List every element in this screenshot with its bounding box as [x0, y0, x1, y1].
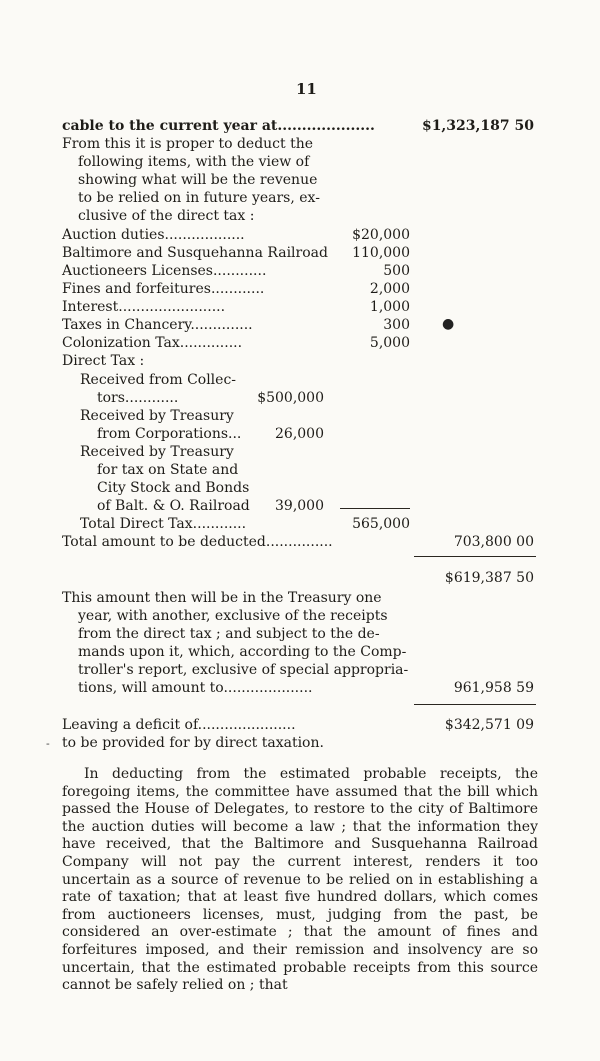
treasury-line: from the direct tax ; and subject to the de-	[78, 626, 380, 642]
item-label: Auctioneers Licenses............	[62, 263, 267, 279]
item-amount: $20,000	[352, 227, 410, 243]
carried-line: cable to the current year at....................	[62, 118, 375, 134]
item-amount: 1,000	[369, 299, 410, 315]
deduct-line: clusive of the direct tax :	[78, 208, 255, 224]
deficit-provided: to be provided for by direct taxation.	[62, 735, 324, 751]
deduct-line: From this it is proper to deduct the	[62, 136, 314, 152]
item-label: Taxes in Chancery..............	[62, 317, 253, 333]
item-label: Interest........................	[62, 299, 226, 315]
deficit-rule	[414, 704, 536, 705]
deduct-line: to be relied on in future years, ex-	[78, 190, 320, 206]
treasury-line: mands upon it, which, according to the Comp-	[78, 644, 407, 660]
treasury-line: troller's report, exclusive of special appropria-	[78, 662, 409, 678]
direct-tax-heading: Direct Tax :	[62, 353, 145, 369]
direct-tax-line: from Corporations...	[97, 426, 242, 442]
direct-tax-total-amount: 565,000	[352, 516, 410, 532]
item-amount: 5,000	[369, 335, 410, 351]
subtotal-rule	[340, 508, 410, 509]
deficit-amount: $342,571 09	[444, 717, 534, 733]
direct-tax-amount: 26,000	[275, 426, 324, 442]
direct-tax-line: for tax on State and	[97, 462, 239, 478]
direct-tax-line: Received by Treasury	[80, 408, 234, 424]
balance-amount: $619,387 50	[444, 570, 534, 586]
deficit-label: Leaving a deficit of......................	[62, 717, 296, 733]
direct-tax-line: Received from Collec-	[80, 372, 237, 388]
item-label: Colonization Tax..............	[62, 335, 243, 351]
direct-tax-amount: 39,000	[275, 498, 324, 514]
direct-tax-total-label: Total Direct Tax............	[80, 516, 247, 532]
direct-tax-line: of Balt. & O. Railroad	[97, 498, 250, 514]
ink-blot: ●	[442, 316, 455, 332]
item-amount: 300	[383, 317, 410, 333]
item-amount: 2,000	[369, 281, 410, 297]
item-label: Fines and forfeitures............	[62, 281, 265, 297]
deduct-line: showing what will be the revenue	[78, 172, 318, 188]
direct-tax-line: City Stock and Bonds	[97, 480, 250, 496]
balance-rule	[414, 556, 536, 557]
page-number: 11	[296, 80, 317, 98]
item-label: Baltimore and Susquehanna Railroad	[62, 245, 328, 261]
direct-tax-line: tors............	[97, 390, 179, 406]
treasury-line: This amount then will be in the Treasury one	[62, 590, 382, 606]
direct-tax-line: Received by Treasury	[80, 444, 234, 460]
deducted-label: Total amount to be deducted...............	[62, 534, 333, 550]
item-amount: 110,000	[352, 245, 410, 261]
item-amount: 500	[383, 263, 410, 279]
carried-amount: $1,323,187 50	[421, 118, 534, 134]
body-paragraph: In deducting from the estimated probable receipts, the foregoing items, the committee have assumed that the bill which passed the House of Delegates, to restore to the city of Baltimore the auction duties will become a law ; that the information they have received, that the Baltimore and Susquehanna Railroad Company will not pay the current interest, renders it too uncertain as a source of revenue to be relied on in establishing a rate of taxation; that at least five hundred dollars, which comes from auctioneers licenses, must, judging from the past, be considered an over-estimate ; that the amount of fines and forfeitures imposed, and their remission and insolvency are so uncertain, that the estimated probable receipts from this source cannot be safely relied on ; that	[62, 766, 538, 994]
margin-mark: -	[46, 737, 50, 750]
treasury-line: tions, will amount to....................	[78, 680, 313, 696]
treasury-line: year, with another, exclusive of the receipts	[78, 608, 388, 624]
item-label: Auction duties..................	[62, 227, 245, 243]
deducted-amount: 703,800 00	[453, 534, 534, 550]
deduct-line: following items, with the view of	[78, 154, 310, 170]
treasury-amount: 961,958 59	[453, 680, 534, 696]
direct-tax-amount: $500,000	[257, 390, 324, 406]
